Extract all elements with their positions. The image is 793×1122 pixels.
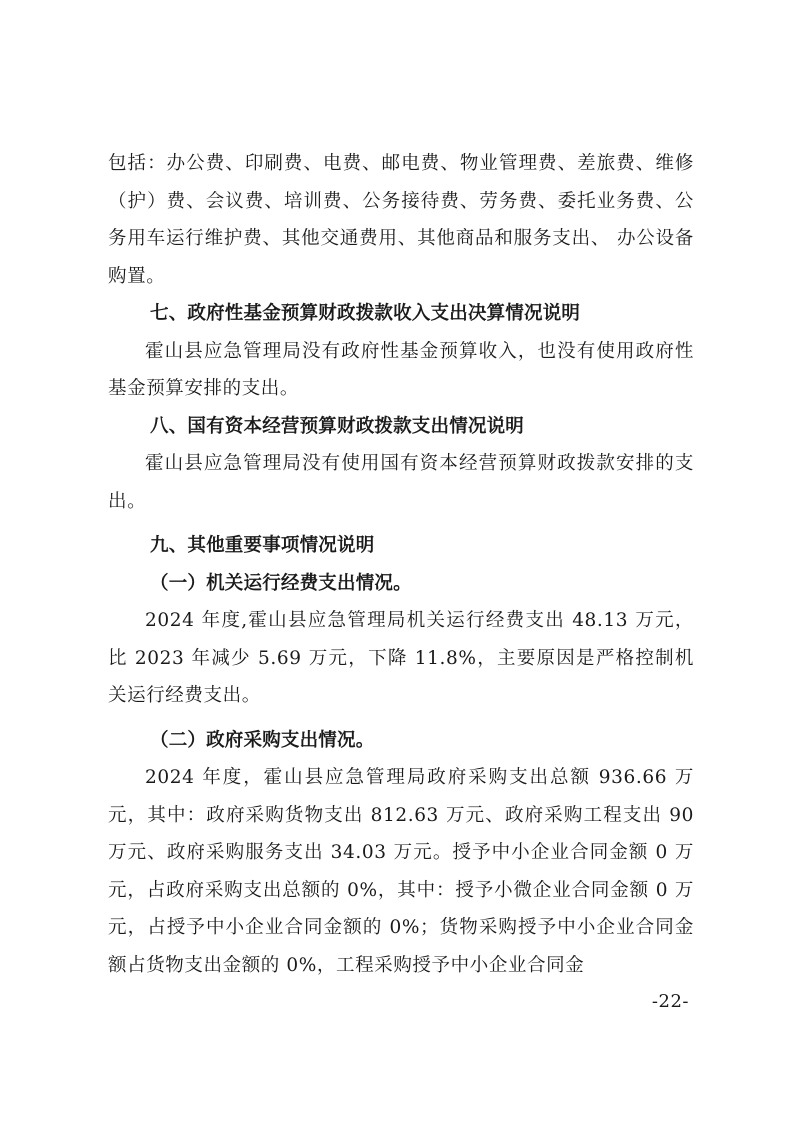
heading-section-9: 九、其他重要事项情况说明	[150, 535, 375, 556]
paragraph-operating-expenses: 2024 年度,霍山县应急管理局机关运行经费支出 48.13 万元，比 2023 年减少 5.69 万元，下降 11.8%，主要原因是严格控制机关运行经费支出。	[108, 610, 694, 706]
page-number: -22-	[651, 991, 689, 1012]
page-body	[108, 145, 694, 984]
subheading-operating-expenses: （一）机关运行经费支出情况。	[150, 572, 412, 594]
heading-section-8: 八、国有资本经营预算财政拨款支出情况说明	[150, 415, 525, 437]
paragraph-section-7: 霍山县应急管理局没有政府性基金预算收入，也没有使用政府性基金预算安排的支出。	[108, 340, 694, 399]
heading-section-7: 七、政府性基金预算财政拨款收入支出决算情况说明	[150, 303, 581, 324]
paragraph-section-8: 霍山县应急管理局没有使用国有资本经营预算财政拨款安排的支出。	[108, 453, 694, 512]
paragraph-expense-items: 包括：办公费、印刷费、电费、邮电费、物业管理费、差旅费、维修（护）费、会议费、培训费、公务接待费、劳务费、委托业务费、公务用车运行维护费、其他交通费用、其他商品和服务支出、 办公设备购置。	[108, 153, 694, 287]
subheading-government-procurement: （二）政府采购支出情况。	[150, 729, 375, 751]
paragraph-government-procurement: 2024 年度，霍山县应急管理局政府采购支出总额 936.66 万元，其中：政府采购货物支出 812.63 万元、政府采购工程支出 90 万元、政府采购服务支出 34.03 万元。授予中小企业合同金额 0 万元，占政府采购支出总额的 0%，其中：授予小微企业合同金额 0 万元，占授予中小企业合同金额的 0%；货物采购授予中小企业合同金额占货物支出金额的 0%，工程采购授予中小企业合同金	[108, 767, 694, 976]
